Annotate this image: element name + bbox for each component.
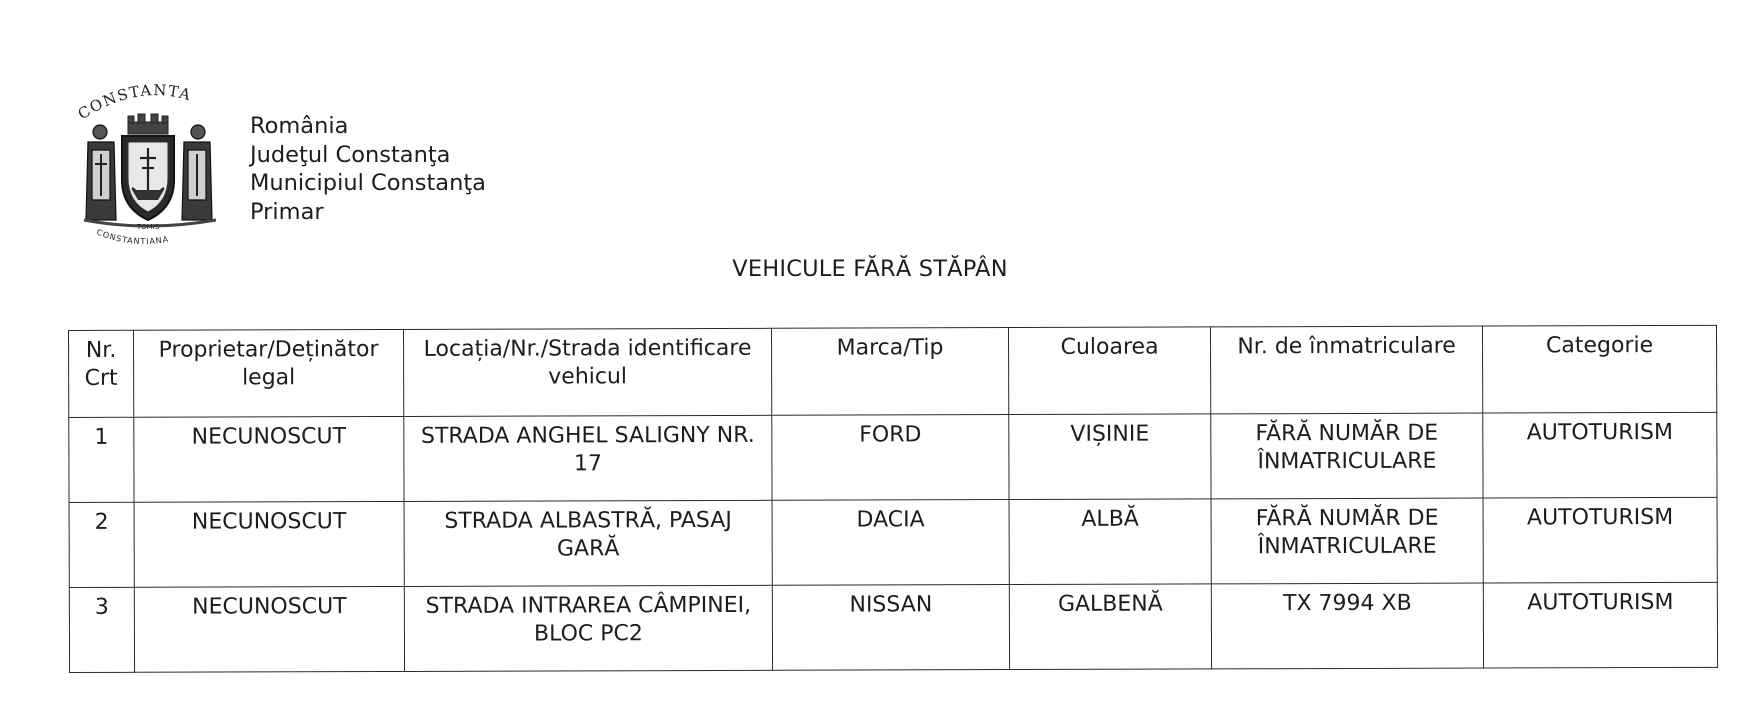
issuer-block	[250, 112, 486, 226]
cell-nr-crt: 2	[69, 502, 134, 587]
cell-make: NISSAN	[772, 585, 1009, 671]
vehicles-table-wrapper	[68, 325, 1717, 673]
cell-registration: FĂRĂ NUMĂR DE ÎNMATRICULARE	[1211, 413, 1483, 499]
header-color: Culoarea	[1008, 327, 1210, 415]
issuer-county: Judeţul Constanţa	[250, 141, 451, 168]
crest-bottom-text-1: TOMIS	[136, 223, 160, 231]
cell-make: FORD	[772, 415, 1009, 501]
document-title: VEHICULE FĂRĂ STĂPÂN	[732, 256, 1008, 282]
table-header-row	[69, 325, 1717, 417]
crest-bottom-text-2: CONSTANTIANA	[95, 227, 170, 247]
table-row	[69, 497, 1717, 587]
cell-color: ALBĂ	[1009, 499, 1211, 585]
cell-category: AUTOTURISM	[1483, 582, 1717, 668]
cell-location: STRADA INTRAREA CÂMPINEI, BLOC PC2	[404, 585, 772, 671]
table-row	[69, 412, 1717, 502]
cell-owner: NECUNOSCUT	[134, 416, 404, 502]
cell-nr-crt: 3	[69, 587, 134, 672]
header-registration: Nr. de înmatriculare	[1210, 326, 1482, 414]
cell-make: DACIA	[772, 500, 1009, 586]
cell-registration: FĂRĂ NUMĂR DE ÎNMATRICULARE	[1211, 498, 1483, 584]
cell-registration: TX 7994 XB	[1211, 583, 1483, 669]
crest-top-text: CONSTANTA	[74, 80, 194, 124]
vehicles-table	[68, 325, 1718, 673]
header-make: Marca/Tip	[771, 328, 1008, 416]
cell-category: AUTOTURISM	[1483, 412, 1717, 498]
cell-owner: NECUNOSCUT	[134, 586, 404, 672]
cell-category: AUTOTURISM	[1483, 497, 1717, 583]
table-row	[69, 582, 1717, 672]
header-nr-crt: Nr. Crt	[69, 330, 134, 417]
cell-nr-crt: 1	[69, 417, 134, 502]
issuer-office: Primar	[250, 198, 324, 225]
cell-color: VIȘINIE	[1009, 414, 1211, 500]
header-owner: Proprietar/Deținător legal	[134, 329, 404, 417]
issuer-municipality: Municipiul Constanţa	[250, 170, 486, 196]
header-category: Categorie	[1482, 325, 1716, 413]
table-body	[69, 412, 1718, 672]
cell-location: STRADA ALBASTRĂ, PASAJ GARĂ	[404, 500, 772, 586]
cell-owner: NECUNOSCUT	[134, 501, 404, 587]
cell-color: GALBENĂ	[1009, 584, 1211, 670]
cell-location: STRADA ANGHEL SALIGNY NR. 17	[404, 415, 772, 501]
header-location: Locația/Nr./Strada identificare vehicul	[403, 328, 771, 416]
issuer-country: România	[250, 113, 349, 139]
constanta-coat-of-arms	[70, 80, 230, 255]
